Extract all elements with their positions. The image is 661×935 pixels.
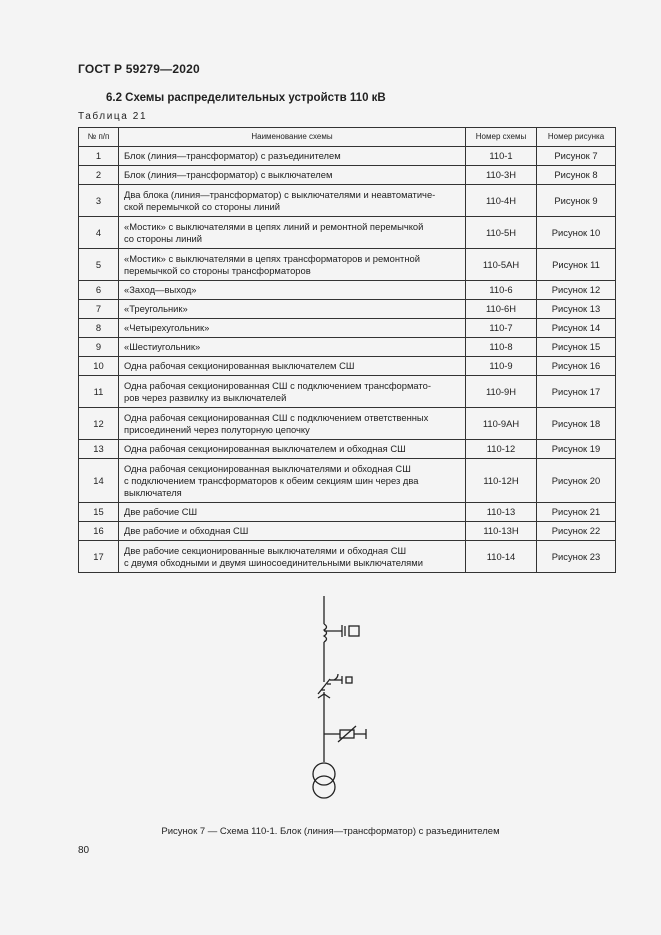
table-row — [79, 541, 616, 573]
scheme-number: 110-3Н — [466, 166, 537, 185]
scheme-number: 110-9Н — [466, 376, 537, 408]
scheme-name-line: Две рабочие и обходная СШ — [124, 525, 249, 536]
figure-reference: Рисунок 12 — [537, 281, 616, 300]
scheme-number: 110-5АН — [466, 249, 537, 281]
scheme-name — [119, 357, 466, 376]
figure-reference: Рисунок 18 — [537, 408, 616, 440]
scheme-name-line: Блок (линия—трансформатор) с разъединителем — [124, 150, 341, 161]
row-number: 4 — [79, 217, 119, 249]
figure-reference: Рисунок 9 — [537, 185, 616, 217]
scheme-name-line: Одна рабочая секционированная выключателем СШ — [124, 360, 355, 371]
table-row — [79, 185, 616, 217]
table-row — [79, 166, 616, 185]
scheme-name-line: Одна рабочая секционированная выключателем и обходная СШ — [124, 443, 406, 454]
table-body — [79, 147, 616, 573]
scheme-name — [119, 503, 466, 522]
ground-box — [349, 626, 359, 636]
scheme-name — [119, 217, 466, 249]
table-row — [79, 440, 616, 459]
scheme-name — [119, 281, 466, 300]
scheme-number: 110-5Н — [466, 217, 537, 249]
transformer-winding-2 — [313, 776, 335, 798]
figure-caption: Рисунок 7 — Схема 110-1. Блок (линия—трансформатор) с разъединителем — [161, 826, 500, 837]
scheme-name-line: Блок (линия—трансформатор) с выключателем — [124, 169, 333, 180]
table-caption: Таблица 21 — [78, 111, 148, 122]
figure-reference: Рисунок 21 — [537, 503, 616, 522]
page-number: 80 — [78, 845, 90, 856]
scheme-name — [119, 185, 466, 217]
row-number: 10 — [79, 357, 119, 376]
figure-reference: Рисунок 14 — [537, 319, 616, 338]
table-header-row — [79, 128, 616, 147]
scheme-name — [119, 300, 466, 319]
section-title: 6.2 Схемы распределительных устройств 110 кВ — [106, 92, 386, 104]
scheme-name — [119, 166, 466, 185]
figure-reference: Рисунок 23 — [537, 541, 616, 573]
figure-reference: Рисунок 10 — [537, 217, 616, 249]
scheme-number: 110-6Н — [466, 300, 537, 319]
scheme-number: 110-14 — [466, 541, 537, 573]
scheme-name-line: Одна рабочая секционированная выключателями и обходная СШ — [124, 462, 411, 474]
table-row — [79, 217, 616, 249]
scheme-name-line: с подключением трансформаторов к обеим секциям шин через два — [124, 474, 419, 486]
figure-reference: Рисунок 7 — [537, 147, 616, 166]
table-row — [79, 319, 616, 338]
schemes-table — [78, 127, 616, 573]
scheme-name-line: Две рабочие секционированные выключателями и обходная СШ — [124, 544, 407, 556]
row-number: 5 — [79, 249, 119, 281]
scheme-name — [119, 459, 466, 503]
scheme-name-line: присоединений через полуторную цепочку — [124, 423, 310, 435]
row-number: 15 — [79, 503, 119, 522]
column-header-number: № п/п — [79, 128, 119, 147]
table-row — [79, 147, 616, 166]
row-number: 3 — [79, 185, 119, 217]
scheme-number: 110-9 — [466, 357, 537, 376]
scheme-name — [119, 541, 466, 573]
row-number: 12 — [79, 408, 119, 440]
scheme-name-line: Одна рабочая секционированная СШ с подключением трансформато- — [124, 379, 431, 391]
figure-reference: Рисунок 17 — [537, 376, 616, 408]
scheme-number: 110-7 — [466, 319, 537, 338]
column-header-scheme: Номер схемы — [466, 128, 537, 147]
scheme-number: 110-6 — [466, 281, 537, 300]
row-number: 13 — [79, 440, 119, 459]
schematic-diagram — [290, 594, 370, 809]
scheme-name-line: «Шестиугольник» — [124, 341, 201, 352]
figure-reference: Рисунок 15 — [537, 338, 616, 357]
scheme-number: 110-4Н — [466, 185, 537, 217]
scheme-name-line: «Мостик» с выключателями в цепях линий и ремонтной перемычкой — [124, 220, 424, 232]
figure-reference: Рисунок 16 — [537, 357, 616, 376]
table-row — [79, 503, 616, 522]
grounding-switch-coil — [324, 624, 327, 642]
scheme-number: 110-13Н — [466, 522, 537, 541]
scheme-name-line: «Треугольник» — [124, 303, 188, 314]
scheme-number: 110-9АН — [466, 408, 537, 440]
scheme-name — [119, 338, 466, 357]
row-number: 17 — [79, 541, 119, 573]
scheme-name — [119, 147, 466, 166]
row-number: 1 — [79, 147, 119, 166]
scheme-name-line: выключателя — [124, 486, 182, 498]
column-header-figure: Номер рисунка — [537, 128, 616, 147]
row-number: 6 — [79, 281, 119, 300]
scheme-number: 110-8 — [466, 338, 537, 357]
figure-reference: Рисунок 11 — [537, 249, 616, 281]
scheme-name-line: Одна рабочая секционированная СШ с подключением ответственных — [124, 411, 429, 423]
scheme-name-line: перемычкой со стороны трансформаторов — [124, 264, 311, 276]
table-row — [79, 249, 616, 281]
table-row — [79, 300, 616, 319]
scheme-name — [119, 408, 466, 440]
figure-reference: Рисунок 20 — [537, 459, 616, 503]
figure-reference: Рисунок 22 — [537, 522, 616, 541]
scheme-name — [119, 319, 466, 338]
scheme-name — [119, 376, 466, 408]
row-number: 7 — [79, 300, 119, 319]
row-number: 9 — [79, 338, 119, 357]
scheme-name-line: «Мостик» с выключателями в цепях трансформаторов и ремонтной — [124, 252, 420, 264]
row-number: 11 — [79, 376, 119, 408]
scheme-name-line: «Заход—выход» — [124, 284, 197, 295]
table-row — [79, 357, 616, 376]
scheme-name-line: со стороны линий — [124, 232, 203, 244]
transformer-winding-1 — [313, 763, 335, 785]
table-row — [79, 376, 616, 408]
scheme-name — [119, 522, 466, 541]
row-number: 16 — [79, 522, 119, 541]
scheme-name — [119, 440, 466, 459]
figure-reference: Рисунок 19 — [537, 440, 616, 459]
row-number: 8 — [79, 319, 119, 338]
scheme-number: 110-12Н — [466, 459, 537, 503]
scheme-name-line: Две рабочие СШ — [124, 506, 198, 517]
scheme-name — [119, 249, 466, 281]
scheme-name-line: ской перемычкой со стороны линий — [124, 200, 281, 212]
scheme-name-line: «Четырехугольник» — [124, 322, 210, 333]
scheme-name-line: с двумя обходными и двумя шиносоединительными выключателями — [124, 556, 423, 568]
row-number: 2 — [79, 166, 119, 185]
scheme-number: 110-12 — [466, 440, 537, 459]
table-row — [79, 408, 616, 440]
row-number: 14 — [79, 459, 119, 503]
table-row — [79, 281, 616, 300]
scheme-number: 110-1 — [466, 147, 537, 166]
column-header-name: Наименование схемы — [119, 128, 466, 147]
table-row — [79, 338, 616, 357]
standard-header: ГОСТ Р 59279—2020 — [78, 62, 200, 76]
table-row — [79, 459, 616, 503]
scheme-number: 110-13 — [466, 503, 537, 522]
table-row — [79, 522, 616, 541]
scheme-name-line: ров через развилку из выключателей — [124, 391, 287, 403]
scheme-name-line: Два блока (линия—трансформатор) с выключателями и неавтоматиче- — [124, 188, 436, 200]
figure-reference: Рисунок 13 — [537, 300, 616, 319]
figure-reference: Рисунок 8 — [537, 166, 616, 185]
